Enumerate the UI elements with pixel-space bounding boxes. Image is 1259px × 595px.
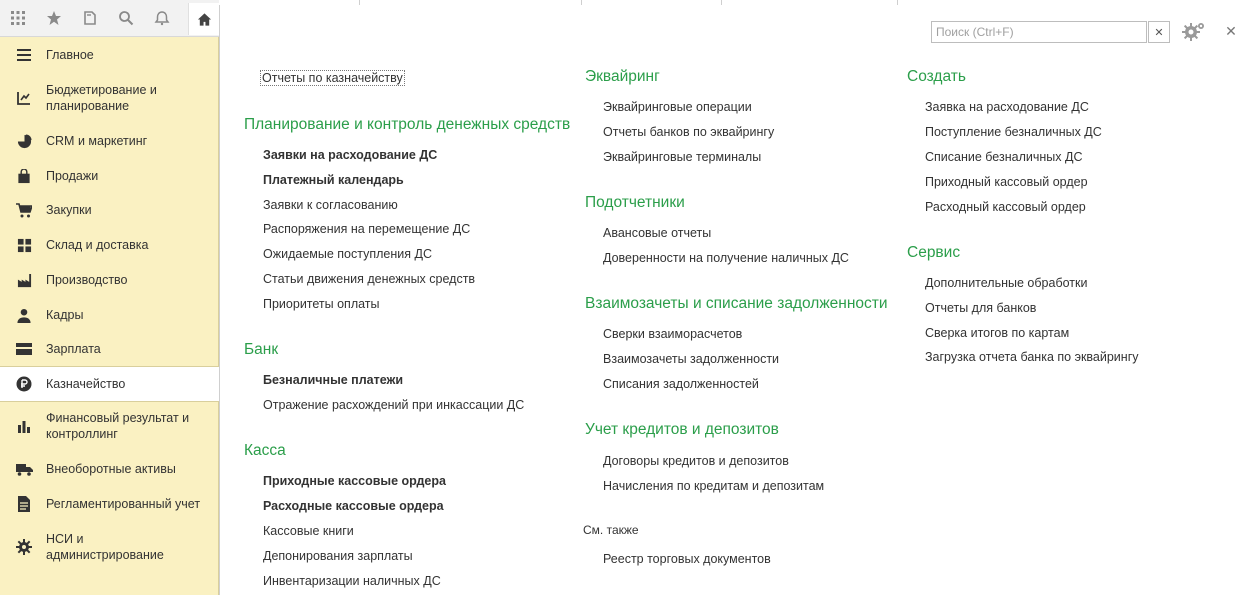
sidebar-item-label: Бюджетирование и планирование [46, 83, 157, 113]
link-item[interactable]: Поступление безналичных ДС [925, 125, 1102, 139]
section-title-bank: Банк [244, 341, 279, 358]
link-item[interactable]: Заявки к согласованию [263, 198, 398, 212]
link-item[interactable]: Реестр торговых документов [603, 552, 771, 566]
sidebar-item-warehouse[interactable] [0, 234, 218, 256]
shopping-bag-icon [15, 167, 33, 185]
history-icon[interactable] [72, 0, 108, 36]
link-item[interactable]: Списания задолженностей [603, 377, 759, 391]
link-item[interactable]: Загрузка отчета банка по эквайрингу [925, 350, 1139, 364]
link-item[interactable]: Безналичные платежи [263, 373, 404, 387]
sidebar-item-crm[interactable] [0, 130, 218, 152]
settings-gear-icon[interactable] [1182, 21, 1204, 43]
sidebar-item-label: Финансовый результат и контроллинг [46, 411, 190, 441]
section-title-planning: Планирование и контроль денежных средств [244, 116, 571, 133]
warehouse-icon [15, 236, 33, 254]
budget-icon [15, 89, 33, 107]
treasury-section-panel [219, 5, 1259, 595]
menu-icon [15, 46, 33, 64]
sidebar-item-label: Производство [46, 273, 128, 287]
sidebar-item-label: Внеоборотные активы [46, 462, 176, 476]
document-icon [15, 495, 33, 513]
link-item[interactable]: Приоритеты оплаты [263, 297, 380, 311]
section-title-acquiring: Эквайринг [585, 68, 660, 85]
person-icon [15, 306, 33, 324]
link-item[interactable]: Расходные кассовые ордера [263, 499, 444, 513]
wallet-icon [15, 340, 33, 358]
link-item[interactable]: Начисления по кредитам и депозитам [603, 479, 825, 493]
link-item[interactable]: Расходный кассовый ордер [925, 200, 1086, 214]
sidebar-item-regulated-accounting[interactable] [0, 493, 218, 515]
section-title-offsets: Взаимозачеты и списание задолженности [585, 295, 888, 312]
link-item[interactable]: Распоряжения на перемещение ДС [263, 222, 471, 236]
link-item[interactable]: Сверка итогов по картам [925, 326, 1070, 340]
close-icon: ✕ [1154, 26, 1164, 39]
search-clear-button[interactable] [1148, 21, 1170, 43]
home-icon[interactable] [188, 3, 220, 35]
link-item[interactable]: Отчеты для банков [925, 301, 1037, 315]
link-item[interactable]: Приходные кассовые ордера [263, 474, 446, 488]
top-toolbar [0, 0, 219, 37]
sidebar-item-label: Казначейство [46, 377, 126, 391]
sidebar-item-label: CRM и маркетинг [46, 134, 148, 148]
ruble-coin-icon [15, 375, 33, 393]
factory-icon [15, 271, 33, 289]
gear-icon [15, 538, 33, 556]
link-item[interactable]: Эквайринговые операции [603, 100, 752, 114]
link-item[interactable]: Ожидаемые поступления ДС [263, 247, 432, 261]
link-item[interactable]: Заявки на расходование ДС [263, 148, 438, 162]
section-title-credits: Учет кредитов и депозитов [585, 421, 779, 438]
sections-sidebar [0, 37, 219, 595]
apps-grid-icon[interactable] [0, 0, 36, 36]
sidebar-item-label: Продажи [46, 169, 99, 183]
sidebar-item-production[interactable] [0, 269, 218, 291]
link-item[interactable]: Отчеты банков по эквайрингу [603, 125, 775, 139]
sidebar-item-label: Зарплата [46, 342, 101, 356]
sidebar-item-salary[interactable] [0, 338, 218, 360]
section-title-service: Сервис [907, 244, 961, 261]
sidebar-item-main[interactable] [0, 44, 218, 66]
sidebar-item-label: НСИ и администрирование [46, 532, 164, 562]
link-item[interactable]: Эквайринговые терминалы [603, 150, 762, 164]
truck-icon [15, 460, 33, 478]
sidebar-item-budgeting[interactable] [0, 81, 218, 115]
sidebar-item-purchases[interactable] [0, 199, 218, 221]
link-item[interactable]: Инвентаризации наличных ДС [263, 574, 441, 588]
sidebar-item-label: Склад и доставка [46, 238, 149, 252]
link-item[interactable]: Дополнительные обработки [925, 276, 1088, 290]
sidebar-item-label: Регламентированный учет [46, 497, 201, 511]
notifications-bell-icon[interactable] [144, 0, 180, 36]
sidebar-item-fixed-assets[interactable] [0, 458, 218, 480]
pie-chart-icon [15, 132, 33, 150]
section-title-accountable: Подотчетники [585, 194, 685, 211]
sidebar-item-label: Закупки [46, 203, 92, 217]
search-input[interactable] [931, 21, 1147, 43]
link-item[interactable]: Сверки взаиморасчетов [603, 327, 743, 341]
link-item[interactable]: Кассовые книги [263, 524, 354, 538]
link-item[interactable]: Приходный кассовый ордер [925, 175, 1088, 189]
link-item[interactable]: Списание безналичных ДС [925, 150, 1083, 164]
link-item[interactable]: Доверенности на получение наличных ДС [603, 251, 849, 265]
link-item[interactable]: Авансовые отчеты [603, 226, 712, 240]
link-item[interactable]: Платежный календарь [263, 173, 404, 187]
sidebar-item-hr[interactable] [0, 304, 218, 326]
link-item[interactable]: Отражение расхождений при инкассации ДС [263, 398, 525, 412]
link-item[interactable]: Депонирования зарплаты [263, 549, 413, 563]
link-treasury-reports[interactable]: Отчеты по казначейству [262, 71, 403, 85]
link-item[interactable]: Статьи движения денежных средств [263, 272, 476, 286]
close-panel-button[interactable] [1222, 22, 1240, 40]
cart-icon [15, 201, 33, 219]
sidebar-item-sales[interactable] [0, 165, 218, 187]
sidebar-item-financial-result[interactable] [0, 409, 218, 443]
sidebar-item-treasury[interactable] [0, 366, 219, 402]
section-title-cash: Касса [244, 442, 286, 459]
section-title-create: Создать [907, 68, 966, 85]
see-also-label: См. также [583, 523, 639, 537]
close-icon: ✕ [1225, 22, 1237, 39]
link-item[interactable]: Договоры кредитов и депозитов [603, 454, 789, 468]
link-item[interactable]: Заявка на расходование ДС [925, 100, 1089, 114]
search-icon[interactable] [108, 0, 144, 36]
bar-chart-icon [15, 417, 33, 435]
sidebar-item-label: Главное [46, 48, 94, 62]
sidebar-item-admin[interactable] [0, 530, 218, 564]
sidebar-item-label: Кадры [46, 308, 84, 322]
link-item[interactable]: Взаимозачеты задолженности [603, 352, 780, 366]
favorites-star-icon[interactable] [36, 0, 72, 36]
